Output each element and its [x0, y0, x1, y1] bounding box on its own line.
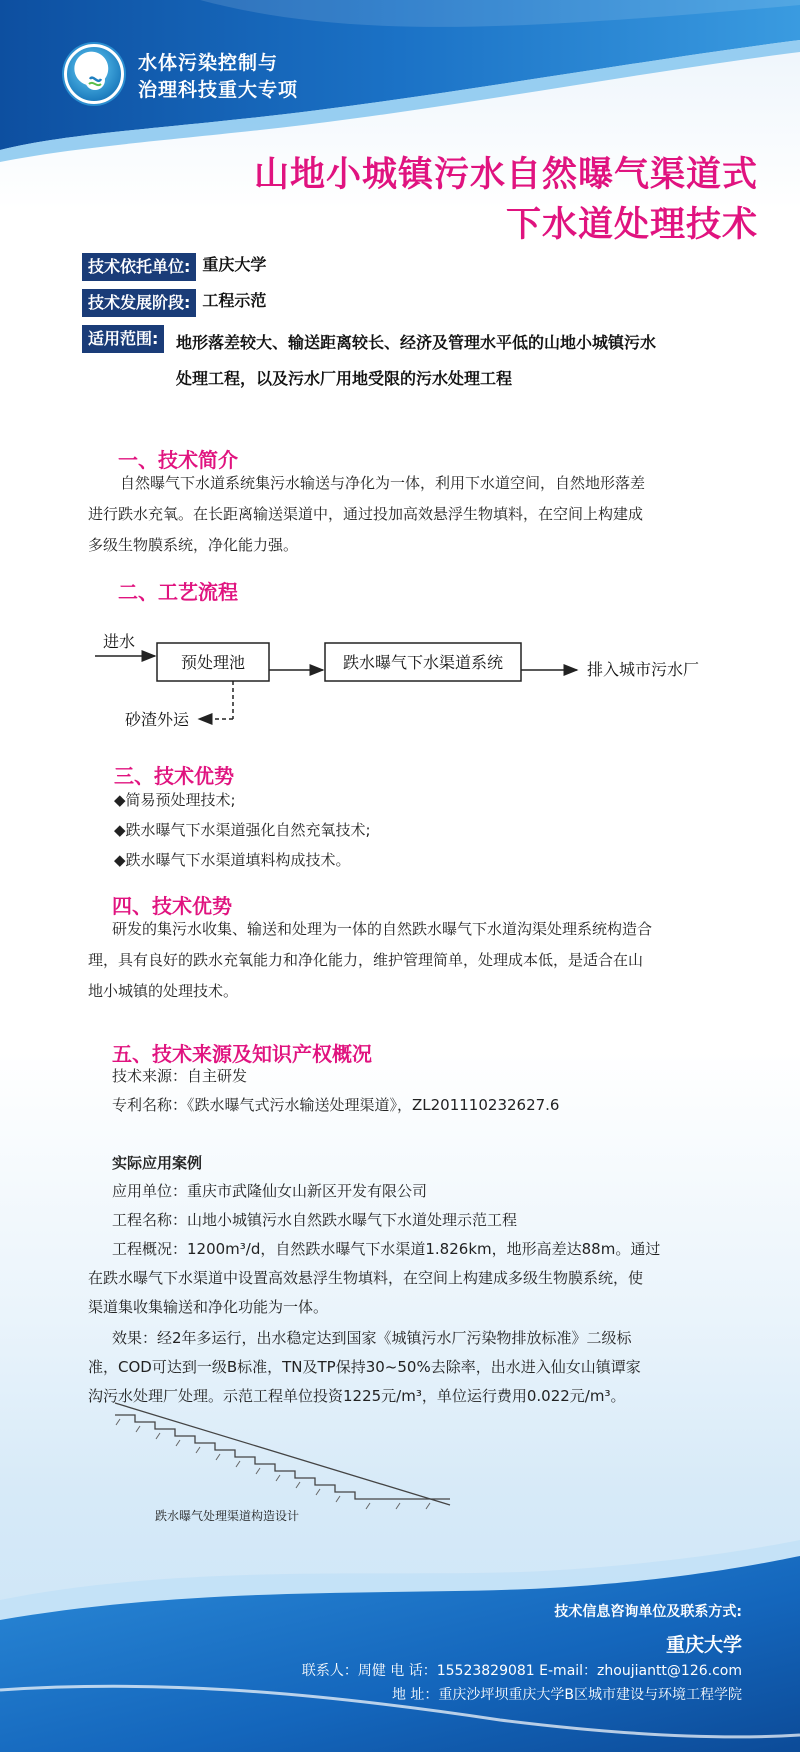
- section1-text: [88, 468, 718, 561]
- flow-box-channel-label: 跌水曝气下水渠道系统: [342, 653, 504, 672]
- info-stage-value: 工程示范: [202, 291, 267, 310]
- case-effect-line2: 准，COD可达到一级B标准，TN及TP保持30~50%去除率，出水进入仙女山镇谭家: [88, 1358, 641, 1376]
- section5-heading: 五、技术来源及知识产权概况: [112, 1042, 372, 1066]
- title-line1: 山地小城镇污水自然曝气渠道式: [253, 155, 758, 195]
- title-line2: 下水道处理技术: [505, 205, 758, 245]
- contact-org: 重庆大学: [665, 1634, 742, 1656]
- case-effect-line1: 效果：经2年多运行，出水稳定达到国家《城镇污水厂污染物排放标准》二级标: [112, 1329, 632, 1347]
- program-name-line1: 水体污染控制与: [138, 52, 279, 74]
- info-unit-value: 重庆大学: [202, 255, 267, 274]
- scope-line2: 处理工程，以及污水厂用地受限的污水处理工程: [176, 369, 513, 388]
- drawing-caption: 跌水曝气处理渠道构造设计: [155, 1509, 300, 1523]
- process-flow-diagram: [95, 625, 735, 735]
- program-name-line2: 治理科技重大专项: [138, 79, 299, 101]
- case-unit: 应用单位：重庆市武隆仙女山新区开发有限公司: [112, 1182, 428, 1200]
- info-scope-label: 适用范围:: [82, 325, 164, 353]
- section3-heading: 三、技术优势: [114, 764, 234, 788]
- program-logo: [64, 44, 124, 104]
- case-overview: [88, 1235, 728, 1322]
- section1-line1: 自然曝气下水道系统集污水输送与净化为一体，利用下水道空间，自然地形落差: [120, 474, 646, 492]
- section5-source: 技术来源：自主研发: [112, 1067, 248, 1085]
- water-drop-icon: [83, 59, 107, 91]
- case-effect-line3: 沟污水处理厂处理。示范工程单位投资1225元/m³，单位运行费用0.022元/m³。: [88, 1387, 626, 1405]
- channel-top-line: [115, 1403, 450, 1505]
- section4-heading: 四、技术优势: [112, 894, 232, 918]
- section4-line3: 地小城镇的处理技术。: [88, 982, 239, 1000]
- list-item: ◆跌水曝气下水渠道填料构成技术。: [114, 851, 351, 869]
- case-overview-line2: 在跌水曝气下水渠道中设置高效悬浮生物填料，在空间上构建成多级生物膜系统，使: [88, 1269, 644, 1287]
- contact-heading: 技术信息咨询单位及联系方式:: [554, 1604, 742, 1620]
- program-name: [138, 50, 298, 104]
- flow-inflow-label: 进水: [103, 632, 136, 651]
- info-stage-row: [82, 289, 266, 317]
- case-overview-line1: 工程概况：1200m³/d，自然跌水曝气下水渠道1.826km，地形高差达88m。通过: [112, 1240, 661, 1258]
- info-unit-label: 技术依托单位:: [82, 253, 196, 281]
- flow-box-pretreatment-label: 预处理池: [180, 653, 246, 672]
- contact-address: 地 址：重庆沙坪坝重庆大学B区城市建设与环境工程学院: [391, 1687, 742, 1703]
- info-scope-row: [82, 325, 164, 353]
- section5-patent: 专利名称：《跌水曝气式污水输送处理渠道》，ZL201110232627.6: [112, 1096, 560, 1114]
- case-heading: 实际应用案例: [112, 1154, 203, 1172]
- list-item: ◆简易预处理技术;: [114, 791, 236, 809]
- flow-grit-label: 砂渣外运: [125, 710, 190, 729]
- case-overview-line3: 渠道集收集输送和净化功能为一体。: [88, 1298, 329, 1316]
- list-item: ◆跌水曝气下水渠道强化自然充氧技术;: [114, 821, 371, 839]
- section4-text: [88, 914, 718, 1007]
- section1-line2: 进行跌水充氧。在长距离输送渠道中，通过投加高效悬浮生物填料，在空间上构建成: [88, 505, 644, 523]
- page-title: [254, 150, 758, 250]
- section2-heading: 二、工艺流程: [118, 580, 238, 604]
- section4-line1: 研发的集污水收集、输送和处理为一体的自然跌水曝气下水道沟渠处理系统构造合: [112, 920, 653, 938]
- section3-list: [114, 785, 371, 875]
- channel-stepped-bottom: [115, 1415, 450, 1499]
- info-unit-row: [82, 253, 266, 281]
- info-scope-value: [176, 325, 736, 397]
- flow-outflow-label: 排入城市污水厂: [587, 660, 700, 679]
- info-stage-label: 技术发展阶段:: [82, 289, 196, 317]
- contact-details: 联系人：周健 电 话：15523829081 E-mail：zhoujiantt@126.com: [301, 1663, 742, 1679]
- section1-heading: 一、技术简介: [118, 448, 238, 472]
- channel-structure-drawing: [110, 1395, 460, 1510]
- section4-line2: 理，具有良好的跌水充氧能力和净化能力，维护管理简单，处理成本低，是适合在山: [88, 951, 644, 969]
- section1-line3: 多级生物膜系统，净化能力强。: [88, 536, 299, 554]
- scope-line1: 地形落差较大、输送距离较长、经济及管理水平低的山地小城镇污水: [176, 333, 657, 352]
- case-project: 工程名称：山地小城镇污水自然跌水曝气下水道处理示范工程: [112, 1211, 518, 1229]
